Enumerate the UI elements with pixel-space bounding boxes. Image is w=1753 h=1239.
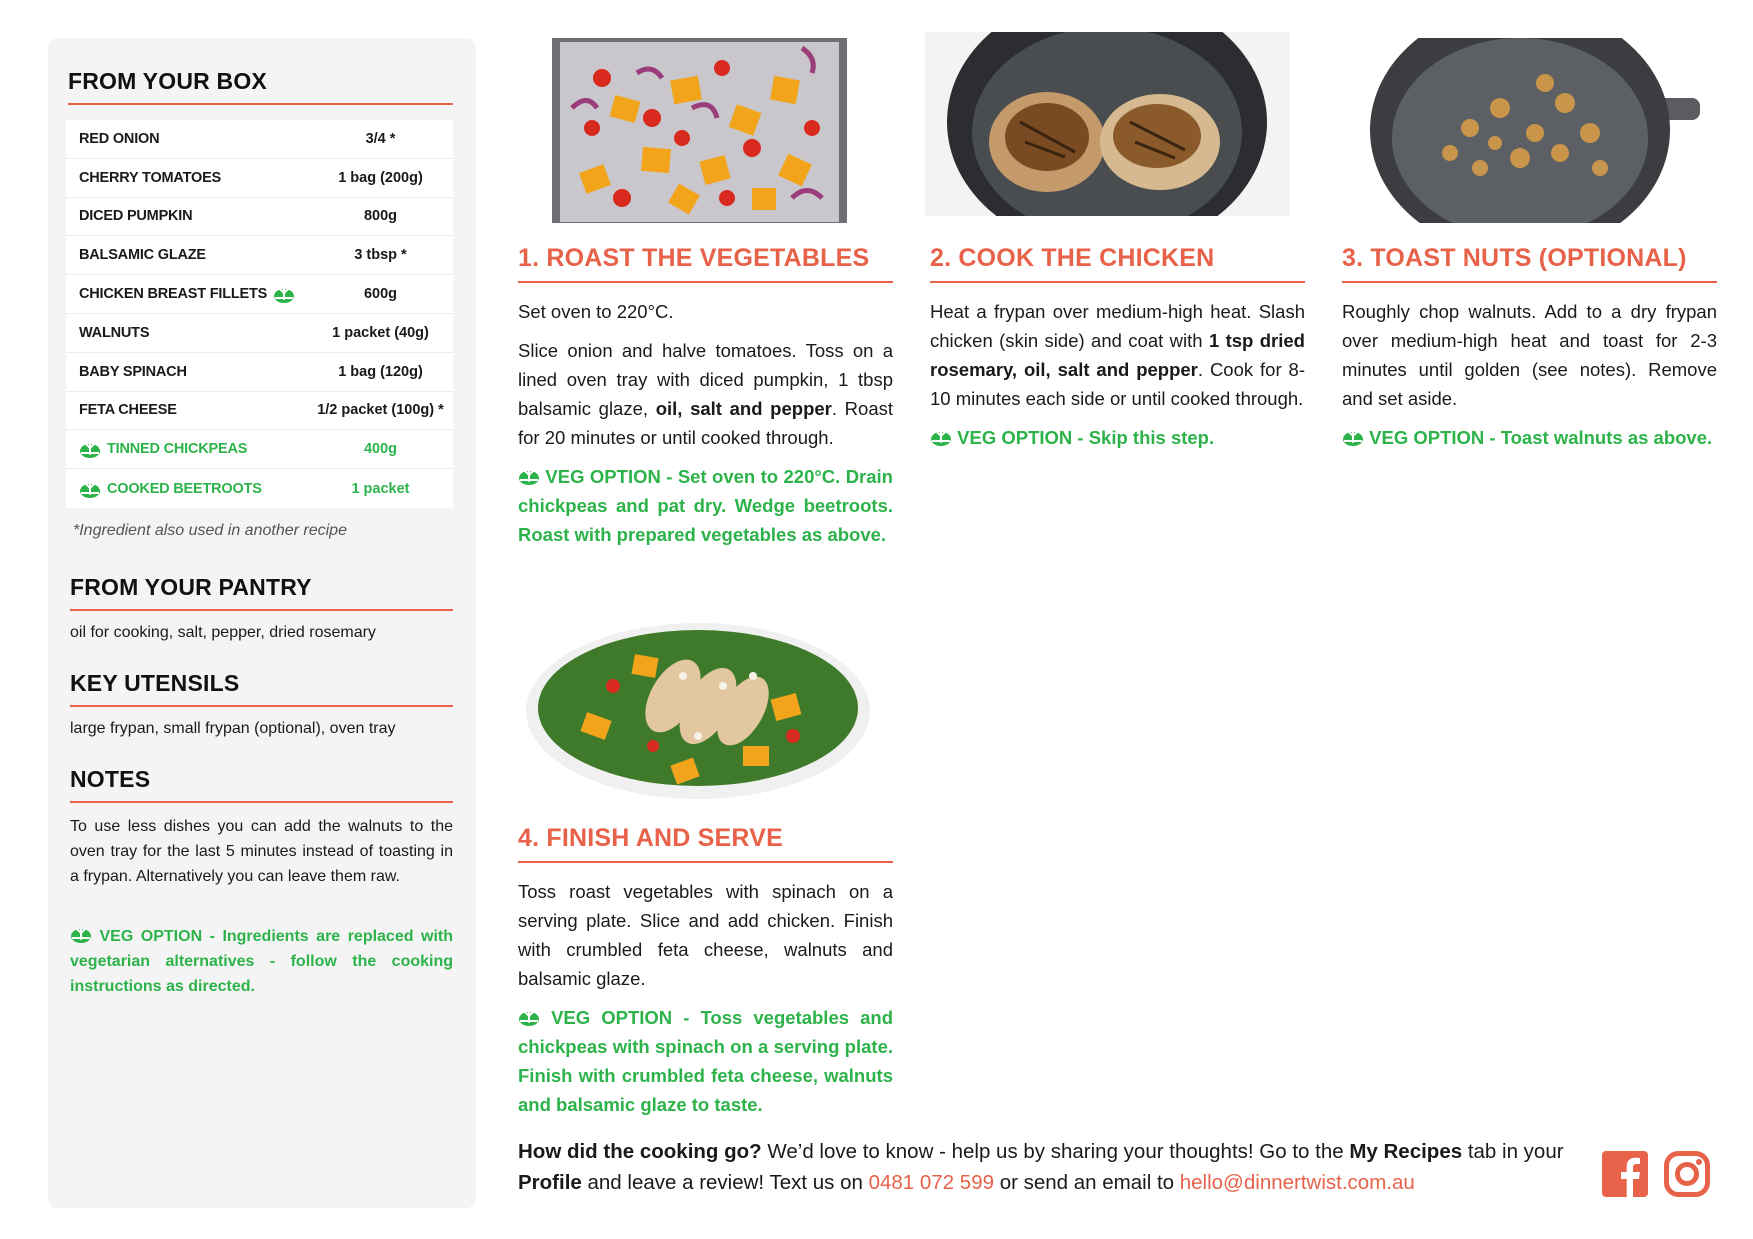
ingredient-name: CHICKEN BREAST FILLETS: [79, 286, 268, 303]
ingredient-qty: 600g: [363, 286, 398, 303]
ingredient-row: [66, 275, 453, 314]
notes-text: To use less dishes you can add the walnuts to the oven tray for the last 5 minutes instead of toasting in a frypan. Alternatively you can leave them raw.: [70, 818, 453, 885]
notes-veg-text: VEG OPTION - Ingredients are replaced with vegetarian alternatives - follow the cooking instructions as directed.: [70, 928, 453, 995]
notes-veg: [70, 924, 453, 999]
ingredient-name: RED ONION: [79, 130, 160, 147]
pantry-text: oil for cooking, salt, pepper, dried rosemary: [70, 624, 376, 641]
phone-link[interactable]: 0481 072 599: [868, 1171, 994, 1194]
veg-leaf-icon: [518, 466, 540, 486]
ingredient-name: BALSAMIC GLAZE: [79, 247, 206, 264]
ingredient-qty: 1 packet: [351, 480, 410, 497]
email-link[interactable]: hello@dinnertwist.com.au: [1179, 1171, 1415, 1194]
veg-leaf-icon: [273, 284, 295, 304]
ingredient-row: [66, 198, 453, 237]
ingredient-row: [66, 314, 453, 353]
cook-chicken-photo: [925, 32, 1290, 216]
ingredient-name: BABY SPINACH: [79, 363, 187, 380]
instagram-icon[interactable]: [1664, 1151, 1710, 1197]
step-text: Roughly chop walnuts. Add to a dry frypan over medium-high heat and toast for 2-3 minutes until golden (see notes). Remove and set aside.: [1342, 301, 1717, 409]
ingredient-name: FETA CHEESE: [79, 402, 177, 419]
step-text: Slice onion and halve tomatoes. Toss on a lined oven tray with diced pumpkin, 1 tbsp balsamic glaze, oil, salt and pepper. Roast for 20 minutes or until cooked through.: [518, 340, 894, 448]
box-title: FROM YOUR BOX: [68, 68, 453, 105]
utensils-title: KEY UTENSILS: [70, 670, 453, 707]
veg-leaf-icon: [1342, 427, 1364, 447]
ingredient-name: DICED PUMPKIN: [79, 208, 193, 225]
step-title: 2. COOK THE CHICKEN: [930, 244, 1305, 283]
feedback-question: How did the cooking go?: [518, 1140, 762, 1163]
ingredient-row: [66, 236, 453, 275]
ingredient-qty: 1 packet (40g): [332, 324, 429, 341]
feedback-text: How did the cooking go? We’d love to know - help us by sharing your thoughts! Go to the My Recipes tab in your Profile and leave a review! Text us on 0481 072 599 or send an email to hello@dinnertwist.com.au: [518, 1140, 1564, 1194]
step-finish-serve: [518, 824, 893, 1129]
step-title: 1. ROAST THE VEGETABLES: [518, 244, 893, 283]
my-recipes-link[interactable]: My Recipes: [1349, 1140, 1463, 1163]
veg-leaf-icon: [930, 427, 952, 447]
ingredient-row: [66, 159, 453, 198]
ingredient-row-veg: [66, 469, 453, 508]
step-text: Set oven to 220°C.: [518, 301, 674, 322]
veg-option: VEG OPTION - Skip this step.: [930, 423, 1305, 452]
utensils-text: large frypan, small frypan (optional), oven tray: [70, 720, 396, 737]
ingredient-qty: 1/2 packet (100g) *: [317, 402, 444, 419]
ingredient-name: TINNED CHICKPEAS: [107, 441, 248, 458]
step-cook-chicken: [930, 244, 1305, 462]
toast-nuts-photo: [1360, 38, 1700, 223]
veg-leaf-icon: [79, 479, 101, 499]
ingredient-qty: 1 bag (120g): [338, 363, 423, 380]
finished-dish-photo: [523, 616, 873, 800]
veg-leaf-icon: [70, 924, 92, 944]
ingredient-name: CHERRY TOMATOES: [79, 169, 222, 186]
pantry-title: FROM YOUR PANTRY: [70, 574, 453, 611]
step-text: Toss roast vegetables with spinach on a serving plate. Slice and add chicken. Finish with crumbled feta cheese, walnuts and balsamic glaze.: [518, 881, 893, 989]
step-title: 4. FINISH AND SERVE: [518, 824, 893, 863]
ingredient-table: [66, 120, 453, 508]
ingredient-row: [66, 120, 453, 159]
ingredient-footnote: *Ingredient also used in another recipe: [73, 522, 347, 539]
profile-link[interactable]: Profile: [518, 1171, 582, 1194]
facebook-icon[interactable]: [1602, 1151, 1648, 1197]
ingredient-qty: 800g: [363, 208, 398, 225]
ingredient-row-veg: [66, 430, 453, 469]
step-roast-vegetables: [518, 244, 893, 559]
ingredient-qty: 1 bag (200g): [338, 169, 423, 186]
ingredient-qty: 400g: [363, 441, 398, 458]
step-toast-nuts: [1342, 244, 1717, 462]
ingredient-row: [66, 392, 453, 431]
veg-leaf-icon: [79, 439, 101, 459]
ingredients-panel: [48, 38, 476, 1208]
ingredient-qty: 3 tbsp *: [354, 247, 407, 264]
notes-title: NOTES: [70, 766, 453, 803]
veg-option: VEG OPTION - Set oven to 220°C. Drain chickpeas and pat dry. Wedge beetroots. Roast with prepared vegetables as above.: [518, 466, 893, 545]
step-title: 3. TOAST NUTS (OPTIONAL): [1342, 244, 1717, 283]
ingredient-name: COOKED BEETROOTS: [107, 480, 262, 497]
ingredient-row: [66, 353, 453, 392]
roast-vegetables-photo: [552, 38, 847, 223]
veg-option: VEG OPTION - Toast walnuts as above.: [1342, 423, 1717, 452]
step-text: Heat a frypan over medium-high heat. Slash chicken (skin side) and coat with 1 tsp dried rosemary, oil, salt and pepper. Cook for 8-10 minutes each side or until cooked through.: [930, 301, 1305, 409]
ingredient-name: WALNUTS: [79, 324, 150, 341]
veg-leaf-icon: [518, 1007, 540, 1027]
ingredient-qty: 3/4 *: [365, 130, 396, 147]
veg-option: VEG OPTION - Toss vegetables and chickpeas with spinach on a serving plate. Finish with crumbled feta cheese, walnuts and balsamic glaze to taste.: [518, 1007, 893, 1115]
